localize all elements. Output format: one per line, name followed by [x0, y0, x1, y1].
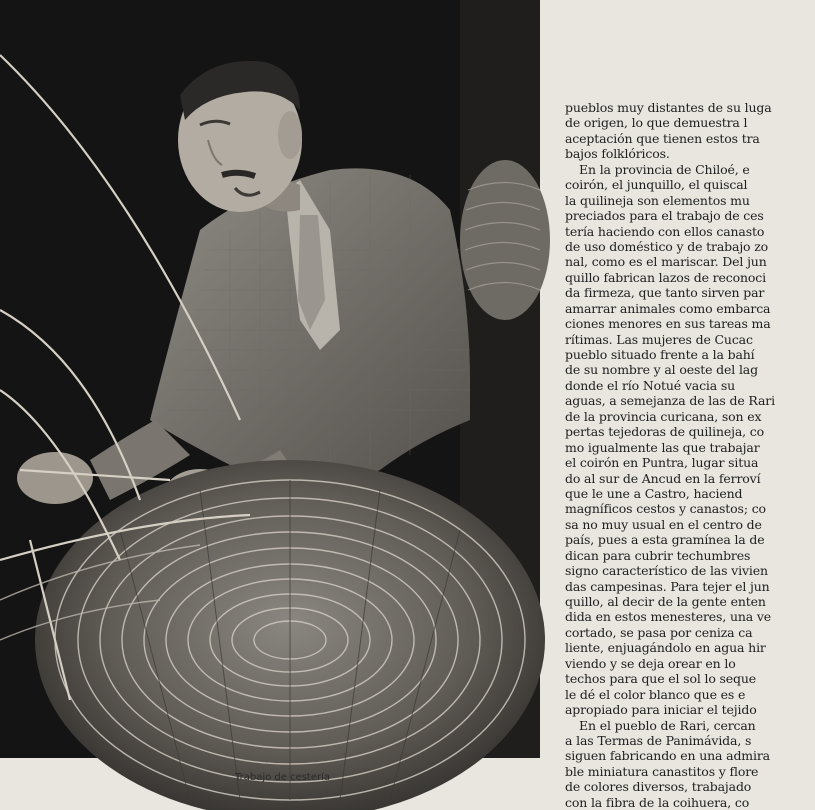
article-line: pueblos muy distantes de su luga [565, 100, 772, 115]
article-line: signo característico de las vivien [565, 563, 768, 579]
article-line: apropiado para iniciar el tejido [565, 702, 757, 718]
article-line: de la provincia curicana, son ex [565, 408, 762, 424]
article-line: da firmeza, que tanto sirven par [565, 285, 765, 301]
article-line: En la provincia de Chiloé, e [579, 161, 750, 177]
article-line: rítimas. Las mujeres de Cucac [565, 331, 753, 347]
article-line: aguas, a semejanza de las de Rari [565, 393, 775, 409]
article-line: siguen fabricando en una admira [565, 748, 770, 764]
article-line: el coirón en Puntra, lugar situa [565, 455, 759, 471]
article-line: preciados para el trabajo de ces [565, 208, 764, 224]
article-line: pertas tejedoras de quilineja, co [565, 424, 764, 440]
article-line: le dé el color blanco que es e [565, 686, 746, 702]
article-line: de uso doméstico y de trabajo zo [565, 238, 769, 254]
article-line: tería haciendo con ellos canasto [565, 223, 765, 239]
article-line: que le une a Castro, haciend [565, 485, 743, 501]
article-line: sa no muy usual en el centro de [565, 516, 762, 532]
article-line: mo igualmente las que trabajar [565, 439, 760, 455]
photo-caption: Trabajo de cestería [234, 772, 331, 783]
article-line: liente, enjuagándolo en agua hir [565, 640, 766, 656]
article-line: coirón, el junquillo, el quiscal [565, 177, 748, 193]
article-line: de origen, lo que demuestra l [565, 115, 748, 131]
article-line: das campesinas. Para tejer el jun [565, 578, 770, 594]
article-line: ble miniatura canastitos y flore [565, 763, 759, 779]
article-line: quillo, al decir de la gente enten [565, 594, 766, 609]
article-line: de colores diversos, trabajado [565, 779, 752, 795]
article-line: techos para que el sol lo seque [565, 671, 757, 687]
article-line: ciones menores en sus tareas ma [565, 316, 771, 332]
article-line: a las Termas de Panimávida, s [565, 732, 752, 748]
article-line: país, pues a esta gramínea la de [565, 532, 765, 548]
article-line: nal, como es el mariscar. Del jun [565, 254, 767, 270]
article-line: En el pueblo de Rari, cercan [579, 717, 756, 733]
article-line: amarrar animales como embarca [565, 300, 771, 316]
article-line: donde el río Notué vacia su [565, 377, 736, 393]
article-line: cortado, se pasa por ceniza ca [565, 624, 753, 640]
article-line: dican para cubrir techumbres [565, 547, 751, 563]
article-line: aceptación que tienen estos tra [565, 130, 760, 146]
article-line: de su nombre y al oeste del lag [565, 362, 758, 378]
article-line: viendo y se deja orear en lo [565, 655, 736, 671]
article-text-column [565, 100, 815, 810]
article-line: dida en estos menesteres, una ve [565, 609, 772, 625]
article-line: la quilineja son elementos mu [565, 192, 750, 208]
article-line: magníficos cestos y canastos; co [565, 501, 766, 517]
article-line: bajos folklóricos. [565, 146, 670, 162]
article-line: con la fibra de la coihuera, co [565, 794, 750, 810]
article-line: do al sur de Ancud en la ferroví [565, 470, 761, 486]
article-line: pueblo situado frente a la bahí [565, 347, 755, 362]
article-line: quillo fabrican lazos de reconoci [565, 269, 766, 285]
